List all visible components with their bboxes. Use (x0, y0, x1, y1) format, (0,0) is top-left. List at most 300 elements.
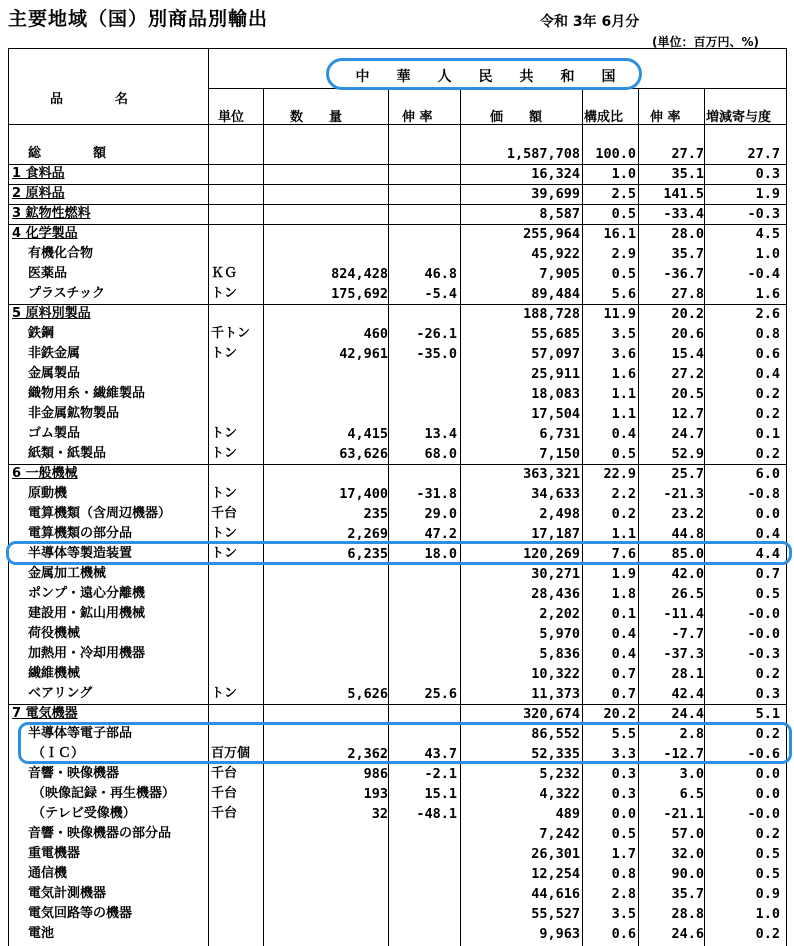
item-value: 7,242 (539, 826, 580, 842)
item-name: 金属加工機械 (28, 566, 107, 581)
item-value-rate: 24.6 (671, 926, 704, 942)
item-unit: 百万個 (211, 746, 251, 761)
item-name: 音響・映像機器の部分品 (28, 826, 172, 841)
item-value-rate: -21.3 (663, 486, 704, 502)
item-value-rate: 28.1 (671, 666, 704, 682)
table-row (8, 704, 786, 724)
item-name: 総 額 (28, 146, 107, 161)
item-value-rate: -37.3 (663, 646, 704, 662)
table-row (8, 424, 786, 444)
item-name: 電算機類の部分品 (28, 526, 133, 541)
item-value-rate: 23.2 (671, 506, 704, 522)
item-unit: トン (211, 346, 238, 361)
item-quantity: 6,235 (347, 546, 388, 562)
item-value: 16,324 (531, 166, 580, 182)
item-value: 363,321 (523, 466, 580, 482)
item-share: 2.5 (611, 186, 636, 202)
item-value-rate: 57.0 (671, 826, 704, 842)
item-name: 非鉄金属 (28, 346, 81, 361)
header-value: 価 額 (490, 110, 543, 125)
item-share: 1.6 (611, 366, 636, 382)
item-name: 電池 (28, 926, 55, 941)
item-name: 電算機類（含周辺機器） (28, 506, 172, 521)
item-contribution: 4.5 (755, 226, 780, 242)
country-char: 人 (437, 69, 452, 85)
item-unit: トン (211, 426, 238, 441)
item-value-rate: 42.0 (671, 566, 704, 582)
item-share: 11.9 (603, 306, 636, 322)
table-row (8, 224, 786, 244)
header-share: 構成比 (584, 110, 624, 125)
item-share: 0.2 (611, 506, 636, 522)
item-name: 有機化合物 (28, 246, 94, 261)
item-contribution: 0.2 (755, 406, 780, 422)
item-value-rate: 15.4 (671, 346, 704, 362)
table-row (8, 164, 786, 184)
item-unit: ＫＧ (211, 266, 238, 281)
item-name: 織物用糸・繊維製品 (28, 386, 146, 401)
item-share: 16.1 (603, 226, 636, 242)
header-quantity-rate: 伸 率 (402, 110, 433, 125)
item-quantity-rate: -48.1 (416, 806, 457, 822)
item-contribution: -0.8 (747, 486, 780, 502)
item-quantity: 2,362 (347, 746, 388, 762)
item-name: 紙類・紙製品 (28, 446, 107, 461)
header-item: 品 名 (50, 92, 129, 107)
item-value-rate: 26.5 (671, 586, 704, 602)
item-share: 0.8 (611, 866, 636, 882)
item-quantity-rate: 68.0 (424, 446, 457, 462)
item-share: 0.5 (611, 446, 636, 462)
item-value: 9,963 (539, 926, 580, 942)
table-row (8, 284, 786, 304)
item-share: 0.5 (611, 206, 636, 222)
item-name: 5 原料別製品 (12, 306, 91, 321)
item-name: 重電機器 (28, 846, 81, 861)
item-value-rate: 20.2 (671, 306, 704, 322)
item-value-rate: 27.8 (671, 286, 704, 302)
item-name: ベアリング (28, 686, 93, 701)
item-name: 鉄鋼 (28, 326, 55, 341)
item-value: 120,269 (523, 546, 580, 562)
item-value-rate: -33.4 (663, 206, 704, 222)
item-quantity: 175,692 (331, 286, 388, 302)
item-value: 2,202 (539, 606, 580, 622)
item-value: 39,699 (531, 186, 580, 202)
item-contribution: 6.0 (755, 466, 780, 482)
table-row (8, 664, 786, 684)
item-contribution: 0.1 (755, 426, 780, 442)
item-contribution: 0.0 (755, 786, 780, 802)
table-row (8, 844, 786, 864)
item-share: 1.1 (611, 526, 636, 542)
item-contribution: 0.9 (755, 886, 780, 902)
table-row (8, 364, 786, 384)
item-contribution: -0.0 (747, 626, 780, 642)
item-quantity-rate: 13.4 (424, 426, 457, 442)
item-contribution: 1.6 (755, 286, 780, 302)
report-period: 令和 3年 6月分 (540, 14, 640, 30)
item-value: 7,150 (539, 446, 580, 462)
item-value-rate: 24.4 (671, 706, 704, 722)
item-share: 0.1 (611, 606, 636, 622)
item-contribution: 0.6 (755, 346, 780, 362)
item-value: 7,905 (539, 266, 580, 282)
header-quantity: 数 量 (290, 110, 343, 125)
item-quantity-rate: -2.1 (424, 766, 457, 782)
item-share: 0.5 (611, 826, 636, 842)
header-unit: 単位 (218, 110, 245, 125)
table-row (8, 184, 786, 204)
item-quantity: 986 (363, 766, 388, 782)
table-row (8, 444, 786, 464)
item-contribution: -0.3 (747, 646, 780, 662)
item-quantity: 2,269 (347, 526, 388, 542)
item-unit: 千トン (211, 326, 251, 341)
item-quantity: 235 (363, 506, 388, 522)
item-value: 89,484 (531, 286, 580, 302)
item-share: 5.6 (611, 286, 636, 302)
item-share: 2.2 (611, 486, 636, 502)
table-row (8, 404, 786, 424)
item-share: 1.1 (611, 406, 636, 422)
table-row (8, 304, 786, 324)
item-contribution: 1.0 (755, 906, 780, 922)
item-quantity-rate: 46.8 (424, 266, 457, 282)
item-quantity-rate: 43.7 (424, 746, 457, 762)
item-contribution: 27.7 (747, 146, 780, 162)
item-name: （映像記録・再生機器） (32, 786, 176, 801)
item-share: 0.7 (611, 686, 636, 702)
header-value-rate: 伸 率 (650, 110, 681, 125)
item-value-rate: 20.6 (671, 326, 704, 342)
item-contribution: 0.2 (755, 666, 780, 682)
item-contribution: 4.4 (755, 546, 780, 562)
item-quantity: 63,626 (339, 446, 388, 462)
table-row (8, 464, 786, 484)
item-quantity: 32 (371, 806, 388, 822)
item-value: 5,970 (539, 626, 580, 642)
item-value: 188,728 (523, 306, 580, 322)
item-name: プラスチック (28, 286, 105, 301)
table-row (8, 904, 786, 924)
item-contribution: 0.3 (755, 166, 780, 182)
table-row (8, 684, 786, 704)
item-value: 11,373 (531, 686, 580, 702)
item-name: 7 電気機器 (12, 706, 78, 721)
item-value: 25,911 (531, 366, 580, 382)
table-row (8, 204, 786, 224)
item-value-rate: 27.2 (671, 366, 704, 382)
item-name: 1 食料品 (12, 166, 65, 181)
table-row (8, 644, 786, 664)
item-value-rate: 42.4 (671, 686, 704, 702)
table-row (8, 344, 786, 364)
country-char: 中 (355, 69, 370, 85)
item-value: 55,685 (531, 326, 580, 342)
item-value-rate: 25.7 (671, 466, 704, 482)
item-name: 4 化学製品 (12, 226, 78, 241)
table-row (8, 604, 786, 624)
table-row (8, 864, 786, 884)
item-value-rate: 12.7 (671, 406, 704, 422)
item-value: 45,922 (531, 246, 580, 262)
item-value-rate: 2.8 (679, 726, 704, 742)
table-row (8, 784, 786, 804)
item-contribution: 0.5 (755, 586, 780, 602)
item-value-rate: 6.5 (679, 786, 704, 802)
item-value-rate: 44.8 (671, 526, 704, 542)
item-contribution: 0.2 (755, 926, 780, 942)
item-contribution: 0.4 (755, 526, 780, 542)
item-share: 22.9 (603, 466, 636, 482)
item-share: 3.3 (611, 746, 636, 762)
item-unit: トン (211, 446, 238, 461)
item-value: 489 (555, 806, 580, 822)
item-share: 1.1 (611, 386, 636, 402)
item-name: 加熱用・冷却用機器 (28, 646, 146, 661)
item-contribution: 1.9 (755, 186, 780, 202)
item-quantity-rate: 25.6 (424, 686, 457, 702)
item-quantity: 17,400 (339, 486, 388, 502)
item-value-rate: 35.7 (671, 886, 704, 902)
item-contribution: 0.2 (755, 826, 780, 842)
item-value-rate: 35.1 (671, 166, 704, 182)
item-name: ゴム製品 (28, 426, 81, 441)
item-contribution: -0.6 (747, 746, 780, 762)
item-value: 52,335 (531, 746, 580, 762)
item-value-rate: 141.5 (663, 186, 704, 202)
item-name: 荷役機械 (28, 626, 81, 641)
item-quantity-rate: -26.1 (416, 326, 457, 342)
item-value-rate: 27.7 (671, 146, 704, 162)
country-char: 共 (519, 69, 534, 85)
item-value: 10,322 (531, 666, 580, 682)
item-name: 半導体等製造装置 (28, 546, 133, 561)
item-unit: トン (211, 686, 238, 701)
item-unit: トン (211, 286, 238, 301)
item-value: 4,322 (539, 786, 580, 802)
item-name: 電気計測機器 (28, 886, 107, 901)
item-share: 1.0 (611, 166, 636, 182)
item-name: 非金属鉱物製品 (28, 406, 120, 421)
table-row (8, 624, 786, 644)
item-share: 100.0 (595, 146, 636, 162)
item-quantity: 42,961 (339, 346, 388, 362)
item-contribution: 0.0 (755, 766, 780, 782)
item-contribution: 0.3 (755, 686, 780, 702)
item-quantity-rate: 47.2 (424, 526, 457, 542)
item-share: 0.4 (611, 426, 636, 442)
table-row (8, 384, 786, 404)
item-value: 255,964 (523, 226, 580, 242)
item-contribution: 0.7 (755, 566, 780, 582)
item-name: 2 原料品 (12, 186, 65, 201)
item-unit: 千台 (211, 806, 238, 821)
item-name: 建設用・鉱山用機械 (28, 606, 146, 621)
item-contribution: 5.1 (755, 706, 780, 722)
unit-note: (単位：百万円、%) (652, 35, 759, 49)
item-share: 1.7 (611, 846, 636, 862)
country-char: 和 (560, 69, 575, 85)
item-share: 1.8 (611, 586, 636, 602)
item-contribution: -0.0 (747, 606, 780, 622)
item-name: 6 一般機械 (12, 466, 78, 481)
item-name: 原動機 (28, 486, 68, 501)
item-value: 5,232 (539, 766, 580, 782)
item-value: 12,254 (531, 866, 580, 882)
item-share: 0.0 (611, 806, 636, 822)
item-value: 30,271 (531, 566, 580, 582)
item-contribution: 0.2 (755, 726, 780, 742)
item-name: （テレビ受像機） (32, 806, 136, 821)
item-value-rate: 85.0 (671, 546, 704, 562)
page-title: 主要地域（国）別商品別輸出 (8, 8, 269, 30)
item-value: 28,436 (531, 586, 580, 602)
item-share: 3.5 (611, 326, 636, 342)
table-row (8, 244, 786, 264)
item-share: 3.5 (611, 906, 636, 922)
table-row (8, 824, 786, 844)
item-share: 0.4 (611, 626, 636, 642)
item-unit: トン (211, 526, 238, 541)
item-share: 0.7 (611, 666, 636, 682)
item-value-rate: 52.9 (671, 446, 704, 462)
table-row (8, 564, 786, 584)
item-name: 医薬品 (28, 266, 68, 281)
item-quantity: 460 (363, 326, 388, 342)
item-contribution: 0.4 (755, 366, 780, 382)
item-quantity-rate: -31.8 (416, 486, 457, 502)
country-char: 民 (478, 69, 493, 85)
country-highlight-oval (326, 58, 642, 90)
item-value-rate: 32.0 (671, 846, 704, 862)
item-value: 55,527 (531, 906, 580, 922)
item-value-rate: 28.0 (671, 226, 704, 242)
item-value-rate: 24.7 (671, 426, 704, 442)
item-share: 0.4 (611, 646, 636, 662)
item-name: ポンプ・遠心分離機 (28, 586, 146, 601)
item-value: 5,836 (539, 646, 580, 662)
item-share: 0.5 (611, 266, 636, 282)
item-share: 0.3 (611, 766, 636, 782)
item-quantity-rate: 29.0 (424, 506, 457, 522)
item-share: 5.5 (611, 726, 636, 742)
item-unit: 千台 (211, 766, 238, 781)
item-value: 18,083 (531, 386, 580, 402)
item-value: 86,552 (531, 726, 580, 742)
item-contribution: 0.2 (755, 446, 780, 462)
item-value-rate: 20.5 (671, 386, 704, 402)
item-quantity: 5,626 (347, 686, 388, 702)
item-value: 2,498 (539, 506, 580, 522)
item-value-rate: 90.0 (671, 866, 704, 882)
item-quantity-rate: -5.4 (424, 286, 457, 302)
table-row (8, 924, 786, 944)
item-name: 3 鉱物性燃料 (12, 206, 91, 221)
item-value-rate: -11.4 (663, 606, 704, 622)
item-quantity: 193 (363, 786, 388, 802)
table-row (8, 884, 786, 904)
item-value: 26,301 (531, 846, 580, 862)
item-contribution: -0.0 (747, 806, 780, 822)
item-contribution: 0.2 (755, 386, 780, 402)
item-contribution: -0.3 (747, 206, 780, 222)
item-share: 0.3 (611, 786, 636, 802)
item-contribution: 0.8 (755, 326, 780, 342)
item-quantity: 4,415 (347, 426, 388, 442)
item-contribution: 1.0 (755, 246, 780, 262)
item-contribution: -0.4 (747, 266, 780, 282)
item-value-rate: -7.7 (671, 626, 704, 642)
item-name: 金属製品 (28, 366, 81, 381)
item-name: 通信機 (28, 866, 68, 881)
table-row (8, 144, 786, 164)
item-value: 57,097 (531, 346, 580, 362)
table-row (8, 264, 786, 284)
item-share: 2.8 (611, 886, 636, 902)
item-unit: トン (211, 546, 238, 561)
item-value: 8,587 (539, 206, 580, 222)
item-contribution: 0.0 (755, 506, 780, 522)
item-share: 1.9 (611, 566, 636, 582)
item-value-rate: 3.0 (679, 766, 704, 782)
item-name: 半導体等電子部品 (28, 726, 133, 741)
item-quantity-rate: 18.0 (424, 546, 457, 562)
item-contribution: 0.5 (755, 866, 780, 882)
table-row (8, 504, 786, 524)
table-row (8, 804, 786, 824)
item-share: 2.9 (611, 246, 636, 262)
item-contribution: 2.6 (755, 306, 780, 322)
item-name: （ＩＣ） (32, 746, 85, 761)
item-value: 320,674 (523, 706, 580, 722)
item-value: 44,616 (531, 886, 580, 902)
country-char: 国 (601, 69, 616, 85)
item-unit: 千台 (211, 506, 238, 521)
table-row (8, 584, 786, 604)
item-share: 20.2 (603, 706, 636, 722)
item-value-rate: -21.1 (663, 806, 704, 822)
item-value: 6,731 (539, 426, 580, 442)
item-value-rate: -36.7 (663, 266, 704, 282)
country-char: 華 (396, 69, 411, 85)
item-share: 0.6 (611, 926, 636, 942)
table-row (8, 764, 786, 784)
header-contribution: 増減寄与度 (706, 110, 772, 125)
item-value: 1,587,708 (506, 146, 580, 162)
item-quantity: 824,428 (331, 266, 388, 282)
item-value-rate: 35.7 (671, 246, 704, 262)
table-row (8, 484, 786, 504)
item-share: 7.6 (611, 546, 636, 562)
item-name: 繊維機械 (28, 666, 81, 681)
highlight-box-semiconductor-equipment (6, 541, 792, 565)
item-contribution: 0.5 (755, 846, 780, 862)
item-unit: トン (211, 486, 238, 501)
table-row (8, 324, 786, 344)
item-name: 音響・映像機器 (28, 766, 120, 781)
item-quantity-rate: 15.1 (424, 786, 457, 802)
item-share: 3.6 (611, 346, 636, 362)
item-value-rate: 28.8 (671, 906, 704, 922)
item-value: 17,187 (531, 526, 580, 542)
item-name: 電気回路等の機器 (28, 906, 133, 921)
item-value: 17,504 (531, 406, 580, 422)
item-unit: 千台 (211, 786, 238, 801)
item-value-rate: -12.7 (663, 746, 704, 762)
item-value: 34,633 (531, 486, 580, 502)
